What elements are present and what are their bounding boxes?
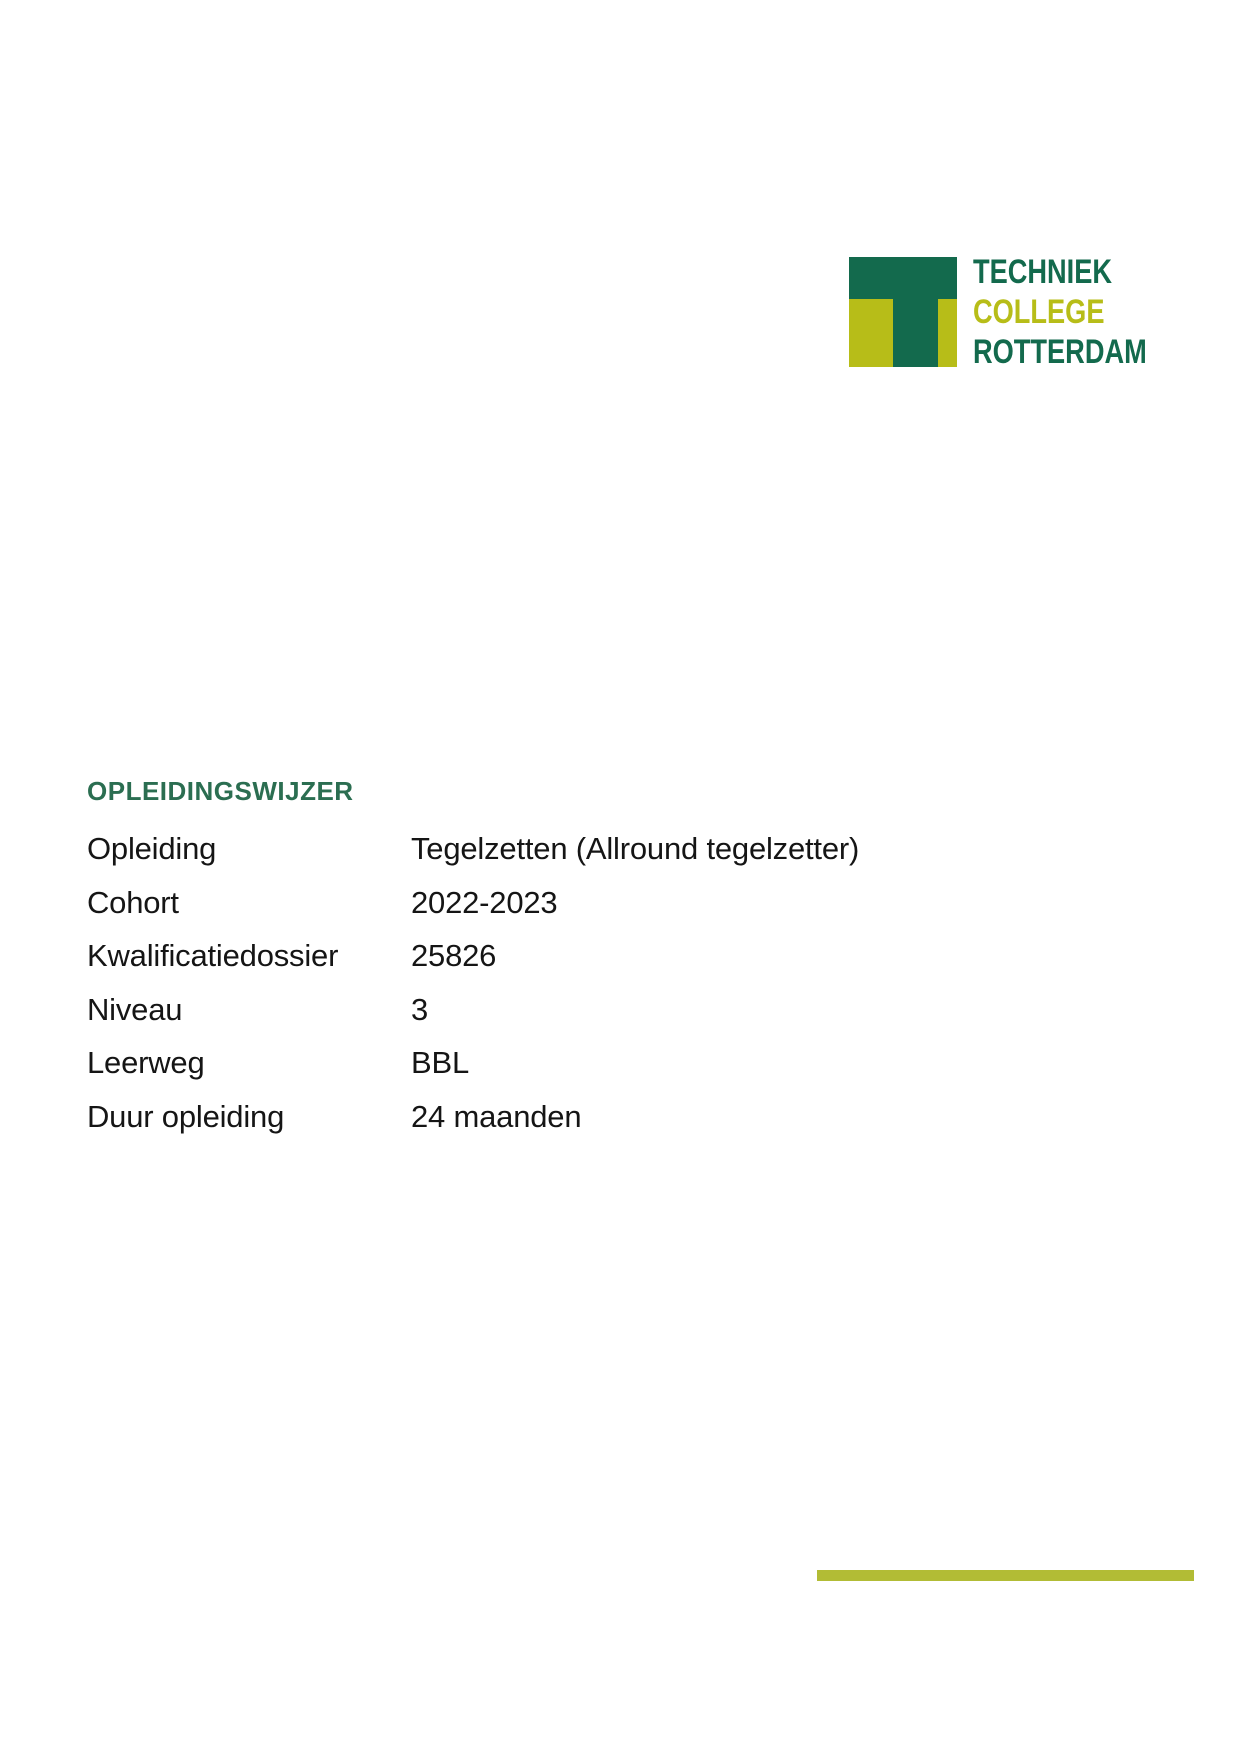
- logo-wordmark-line-3: ROTTERDAM: [973, 333, 1147, 371]
- row-label: Niveau: [87, 991, 183, 1027]
- logo-wordmark-line-2: COLLEGE: [973, 293, 1105, 331]
- table-row: [87, 876, 1087, 930]
- row-label: Duur opleiding: [87, 1098, 285, 1134]
- row-label: Cohort: [87, 884, 179, 920]
- footer-accent-bar: [817, 1570, 1194, 1581]
- row-label: Leerweg: [87, 1045, 205, 1080]
- row-value: BBL: [411, 1045, 469, 1080]
- logo-t-top-bar: [849, 257, 957, 299]
- row-value: Tegelzetten (Allround tegelzetter): [411, 831, 860, 866]
- techniek-college-logo-icon: [849, 257, 957, 367]
- table-row: [87, 983, 1087, 1037]
- table-row: [87, 1090, 1087, 1144]
- row-value: 24 maanden: [411, 1098, 582, 1134]
- logo-t-stem: [893, 299, 938, 367]
- table-row: [87, 929, 1087, 983]
- table-row: [87, 822, 1087, 876]
- row-label: Opleiding: [87, 831, 217, 866]
- row-value: 3: [411, 991, 429, 1027]
- page-title: OPLEIDINGSWIJZER: [87, 776, 354, 806]
- logo-left-column: [849, 299, 893, 367]
- row-label: Kwalificatiedossier: [87, 938, 339, 973]
- logo-wordmark-line-1: TECHNIEK: [973, 253, 1113, 291]
- details-table: [87, 822, 1087, 1143]
- row-value: 25826: [411, 938, 497, 973]
- row-value: 2022-2023: [411, 884, 558, 920]
- logo-right-column: [938, 299, 957, 367]
- logo-wordmark: [973, 252, 1190, 372]
- table-row: [87, 1036, 1087, 1090]
